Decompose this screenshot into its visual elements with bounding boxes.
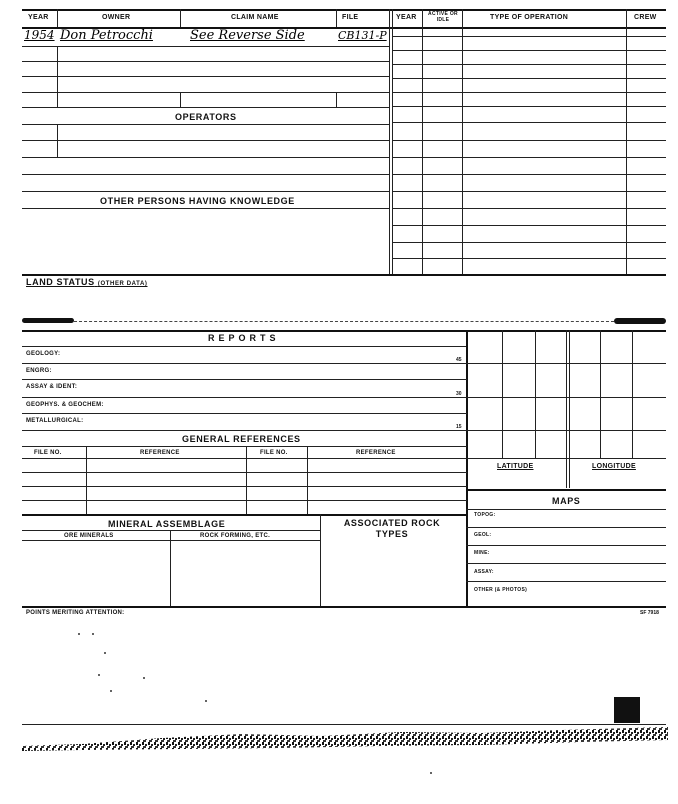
report-geophys: GEOPHYS. & GEOCHEM: <box>26 402 104 408</box>
header-year: YEAR <box>28 14 49 21</box>
report-geology: GEOLOGY: <box>26 351 61 357</box>
scan-mark-square <box>614 697 640 723</box>
header-year-right: YEAR <box>396 14 417 21</box>
form-number: SF 7918 <box>640 610 659 616</box>
entry-file: CB131-P <box>338 29 387 42</box>
other-persons-title: OTHER PERSONS HAVING KNOWLEDGE <box>100 196 295 206</box>
header-owner: OWNER <box>102 14 131 21</box>
maps-geol: GEOL: <box>474 532 492 538</box>
header-type-of-operation: TYPE OF OPERATION <box>490 14 569 21</box>
maps-assay: ASSAY: <box>474 569 494 575</box>
gen-ref-file-no-2: FILE NO. <box>260 450 288 456</box>
header-crew: CREW <box>634 14 657 21</box>
land-status-title: LAND STATUS (OTHER DATA) <box>26 277 148 287</box>
maps-other: OTHER (& PHOTOS) <box>474 587 528 593</box>
associated-rock-types-title: ASSOCIATED ROCK TYPES <box>343 518 441 539</box>
ore-minerals-header: ORE MINERALS <box>64 533 114 539</box>
report-engrg: ENGRG: <box>26 368 52 374</box>
entry-year: 1954 <box>24 28 55 42</box>
entry-claim-name: See Reverse Side <box>190 28 305 43</box>
gen-ref-file-no-1: FILE NO. <box>34 450 62 456</box>
latitude-label: LATITUDE <box>497 463 534 470</box>
longitude-label: LONGITUDE <box>592 463 636 470</box>
report-metallurgical: METALLURGICAL: <box>26 418 84 424</box>
header-claim-name: CLAIM NAME <box>231 14 279 21</box>
reports-title: REPORTS <box>208 333 280 343</box>
report-assay: ASSAY & IDENT: <box>26 384 78 390</box>
header-active-idle: ACTIVE OR IDLE <box>428 11 458 23</box>
maps-mine: MINE: <box>474 550 490 556</box>
entry-owner: Don Petrocchi <box>60 28 153 43</box>
general-references-title: GENERAL REFERENCES <box>182 434 301 444</box>
scan-noise-band <box>22 724 668 752</box>
operators-title: OPERATORS <box>175 112 237 122</box>
rock-forming-header: ROCK FORMING, ETC. <box>200 533 271 539</box>
gen-ref-reference-1: REFERENCE <box>140 450 180 456</box>
mineral-assemblage-title: MINERAL ASSEMBLAGE <box>108 519 226 529</box>
maps-title: MAPS <box>552 496 581 506</box>
points-meriting-attention-label: POINTS MERITING ATTENTION: <box>26 610 125 616</box>
header-file: FILE <box>342 14 359 21</box>
maps-topog: TOPOG: <box>474 512 496 518</box>
gen-ref-reference-2: REFERENCE <box>356 450 396 456</box>
